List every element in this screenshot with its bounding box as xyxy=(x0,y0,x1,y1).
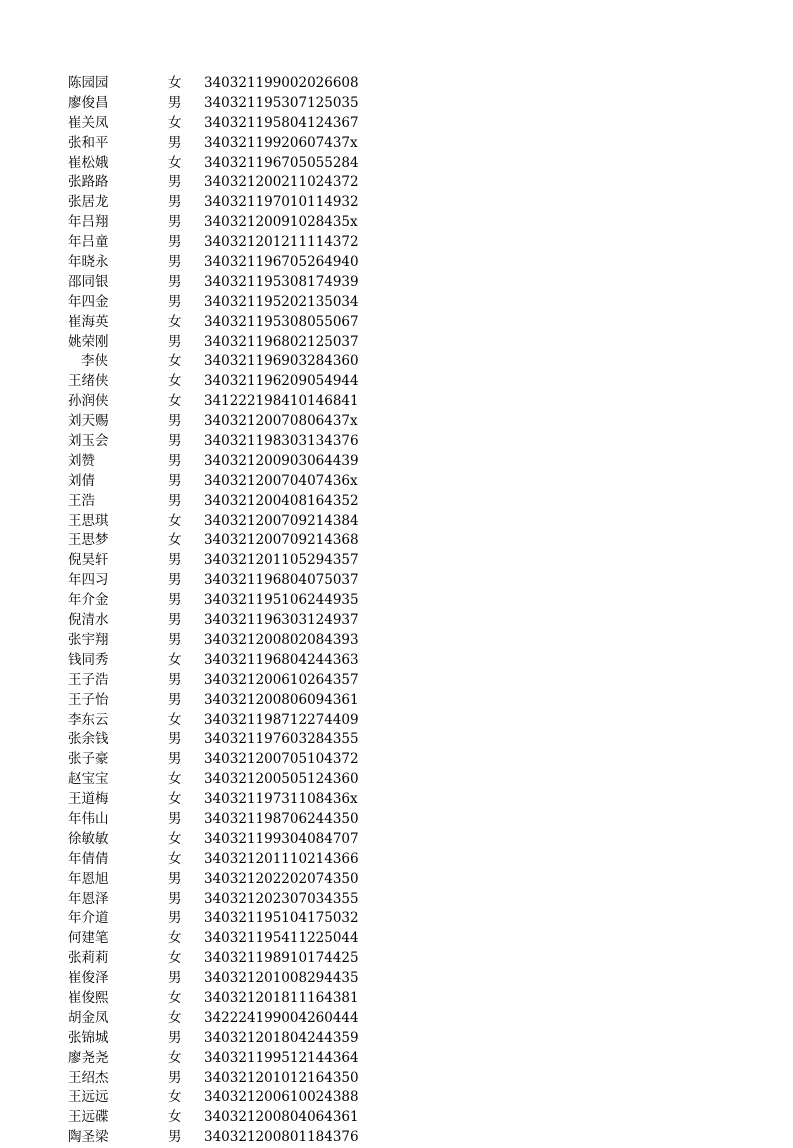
person-gender: 男 xyxy=(168,472,182,489)
person-name: 年恩泽 xyxy=(68,890,109,907)
table-row xyxy=(68,233,368,253)
person-gender: 女 xyxy=(168,313,182,330)
table-row xyxy=(68,154,368,174)
table-row xyxy=(68,472,368,492)
person-id-number: 340321196802125037 xyxy=(204,333,359,350)
table-row xyxy=(68,452,368,472)
person-name: 崔俊熙 xyxy=(68,989,109,1006)
table-row xyxy=(68,372,368,392)
person-id-number: 340321197010114932 xyxy=(204,194,359,211)
table-row xyxy=(68,691,368,711)
person-id-number: 340321196903284360 xyxy=(204,353,359,370)
person-id-number: 340321200705104372 xyxy=(204,751,359,768)
table-row xyxy=(68,1128,368,1148)
person-gender: 男 xyxy=(168,413,182,430)
person-id-number: 340321201110214366 xyxy=(204,850,359,867)
person-name: 年恩旭 xyxy=(68,870,109,887)
person-name: 王绍杰 xyxy=(68,1069,109,1086)
person-id-number: 340321201008294435 xyxy=(204,970,359,987)
person-gender: 男 xyxy=(168,94,182,111)
person-name: 刘倩 xyxy=(68,472,95,489)
person-name: 倪昊轩 xyxy=(68,552,109,569)
person-gender: 男 xyxy=(168,194,182,211)
person-name: 王远远 xyxy=(68,1089,109,1106)
person-gender: 男 xyxy=(168,134,182,151)
person-gender: 男 xyxy=(168,1029,182,1046)
person-gender: 男 xyxy=(168,333,182,350)
table-row xyxy=(68,890,368,910)
person-name: 崔海英 xyxy=(68,313,109,330)
person-name: 张余钱 xyxy=(68,731,109,748)
person-name: 刘赞 xyxy=(68,452,95,469)
person-id-number: 340321199304084707 xyxy=(204,830,359,847)
person-id-number: 340321195202135034 xyxy=(204,293,359,310)
table-row xyxy=(68,870,368,890)
table-row xyxy=(68,770,368,790)
person-id-number: 340321195804124367 xyxy=(204,114,359,131)
person-name: 年伟山 xyxy=(68,810,109,827)
person-name: 王浩 xyxy=(68,492,95,509)
table-row xyxy=(68,273,368,293)
person-gender: 女 xyxy=(168,373,182,390)
table-row xyxy=(68,1069,368,1089)
person-gender: 男 xyxy=(168,174,182,191)
person-name: 孙润侠 xyxy=(68,393,109,410)
person-gender: 男 xyxy=(168,1069,182,1086)
person-gender: 女 xyxy=(168,75,182,91)
table-row xyxy=(68,531,368,551)
person-gender: 男 xyxy=(168,552,182,569)
person-id-number: 340321201804244359 xyxy=(204,1029,359,1046)
table-row xyxy=(68,253,368,273)
person-name: 廖俊昌 xyxy=(68,94,109,111)
table-row xyxy=(68,551,368,571)
person-id-number: 340321200610264357 xyxy=(204,671,359,688)
person-id-number: 340321198712274409 xyxy=(204,711,359,728)
person-id-number: 340321195411225044 xyxy=(204,930,359,947)
person-name: 年介道 xyxy=(68,910,109,927)
person-id-number: 340321199002026608 xyxy=(204,75,359,91)
person-name: 徐敏敏 xyxy=(68,830,109,847)
table-row xyxy=(68,94,368,114)
person-name: 张路路 xyxy=(68,174,109,191)
table-row xyxy=(68,1108,368,1128)
person-name: 陶圣梁 xyxy=(68,1129,109,1146)
person-id-number: 340321200610024388 xyxy=(204,1089,359,1106)
person-name: 年吕童 xyxy=(68,234,109,251)
person-gender: 男 xyxy=(168,731,182,748)
table-row xyxy=(68,352,368,372)
person-name: 王绪侠 xyxy=(68,373,109,390)
person-id-number: 34032120070806437x xyxy=(204,413,358,430)
person-gender: 男 xyxy=(168,273,182,290)
table-row xyxy=(68,492,368,512)
person-gender: 女 xyxy=(168,651,182,668)
person-id-number: 340321200709214384 xyxy=(204,512,359,529)
table-row xyxy=(68,193,368,213)
person-gender: 男 xyxy=(168,452,182,469)
person-id-number: 34032120070407436x xyxy=(204,472,358,489)
person-name: 赵宝宝 xyxy=(68,771,109,788)
person-name: 年四金 xyxy=(68,293,109,310)
person-name: 李侠 xyxy=(81,353,108,370)
table-row xyxy=(68,711,368,731)
person-gender: 男 xyxy=(168,631,182,648)
roster-table xyxy=(68,74,368,1148)
person-id-number: 340321196705264940 xyxy=(204,254,359,271)
person-id-number: 340321198910174425 xyxy=(204,950,359,967)
table-row xyxy=(68,810,368,830)
table-row xyxy=(68,750,368,770)
person-gender: 男 xyxy=(168,234,182,251)
person-name: 王思梦 xyxy=(68,532,109,549)
person-name: 张和平 xyxy=(68,134,109,151)
table-row xyxy=(68,1088,368,1108)
person-gender: 女 xyxy=(168,950,182,967)
table-row xyxy=(68,114,368,134)
person-gender: 男 xyxy=(168,810,182,827)
person-name: 何建笔 xyxy=(68,930,109,947)
table-row xyxy=(68,949,368,969)
person-gender: 男 xyxy=(168,751,182,768)
person-name: 王子怡 xyxy=(68,691,109,708)
person-id-number: 340321201105294357 xyxy=(204,552,359,569)
person-name: 张子豪 xyxy=(68,751,109,768)
person-name: 陈园园 xyxy=(68,75,109,91)
person-name: 崔关凤 xyxy=(68,114,109,131)
person-gender: 男 xyxy=(168,870,182,887)
person-name: 年介金 xyxy=(68,592,109,609)
person-gender: 男 xyxy=(168,612,182,629)
person-id-number: 340321198303134376 xyxy=(204,433,359,450)
person-id-number: 340321199512144364 xyxy=(204,1049,359,1066)
person-gender: 女 xyxy=(168,791,182,808)
table-row xyxy=(68,1049,368,1069)
person-gender: 男 xyxy=(168,293,182,310)
person-gender: 男 xyxy=(168,910,182,927)
table-row xyxy=(68,790,368,810)
person-name: 张莉莉 xyxy=(68,950,109,967)
table-row xyxy=(68,651,368,671)
person-name: 倪清水 xyxy=(68,612,109,629)
person-gender: 女 xyxy=(168,1009,182,1026)
table-row xyxy=(68,611,368,631)
person-gender: 男 xyxy=(168,572,182,589)
table-row xyxy=(68,392,368,412)
person-id-number: 340321198706244350 xyxy=(204,810,359,827)
person-gender: 男 xyxy=(168,433,182,450)
person-name: 邵同银 xyxy=(68,273,109,290)
person-gender: 女 xyxy=(168,1049,182,1066)
person-name: 王子浩 xyxy=(68,671,109,688)
person-id-number: 34032119920607437x xyxy=(204,134,358,151)
person-name: 崔俊泽 xyxy=(68,970,109,987)
table-row xyxy=(68,173,368,193)
person-id-number: 340321200211024372 xyxy=(204,174,359,191)
person-gender: 男 xyxy=(168,691,182,708)
person-name: 廖尧尧 xyxy=(68,1049,109,1066)
person-id-number: 340321200802084393 xyxy=(204,631,359,648)
person-id-number: 340321200801184376 xyxy=(204,1129,359,1146)
person-name: 张居龙 xyxy=(68,194,109,211)
person-id-number: 340321195308055067 xyxy=(204,313,359,330)
person-gender: 男 xyxy=(168,592,182,609)
person-name: 刘玉会 xyxy=(68,433,109,450)
person-gender: 女 xyxy=(168,850,182,867)
person-name: 年晓永 xyxy=(68,254,109,271)
table-row xyxy=(68,671,368,691)
person-id-number: 340321196705055284 xyxy=(204,154,359,171)
person-id-number: 340321202202074350 xyxy=(204,870,359,887)
person-id-number: 34032119731108436x xyxy=(204,791,358,808)
person-id-number: 340321196303124937 xyxy=(204,612,359,629)
table-row xyxy=(68,74,368,94)
table-row xyxy=(68,432,368,452)
person-id-number: 340321197603284355 xyxy=(204,731,359,748)
person-id-number: 340321195308174939 xyxy=(204,273,359,290)
person-gender: 女 xyxy=(168,1089,182,1106)
person-gender: 男 xyxy=(168,1129,182,1146)
table-row xyxy=(68,333,368,353)
person-gender: 男 xyxy=(168,890,182,907)
person-name: 王道梅 xyxy=(68,791,109,808)
person-gender: 女 xyxy=(168,114,182,131)
person-gender: 女 xyxy=(168,154,182,171)
table-row xyxy=(68,213,368,233)
person-id-number: 342224199004260444 xyxy=(204,1009,359,1026)
person-name: 年吕翔 xyxy=(68,214,109,231)
person-name: 王远碟 xyxy=(68,1109,109,1126)
person-id-number: 341222198410146841 xyxy=(204,393,359,410)
person-id-number: 340321201811164381 xyxy=(204,989,359,1006)
person-name: 胡金凤 xyxy=(68,1009,109,1026)
person-gender: 女 xyxy=(168,830,182,847)
table-row xyxy=(68,830,368,850)
table-row xyxy=(68,293,368,313)
person-gender: 男 xyxy=(168,970,182,987)
person-name: 姚荣刚 xyxy=(68,333,109,350)
table-row xyxy=(68,571,368,591)
person-name: 李东云 xyxy=(68,711,109,728)
person-id-number: 340321200709214368 xyxy=(204,532,359,549)
person-gender: 男 xyxy=(168,254,182,271)
person-gender: 女 xyxy=(168,711,182,728)
table-row xyxy=(68,512,368,532)
person-id-number: 340321200505124360 xyxy=(204,771,359,788)
person-name: 年四习 xyxy=(68,572,109,589)
person-id-number: 340321200804064361 xyxy=(204,1109,359,1126)
person-name: 张锦城 xyxy=(68,1029,109,1046)
person-id-number: 340321196804244363 xyxy=(204,651,359,668)
table-row xyxy=(68,412,368,432)
person-id-number: 34032120091028435x xyxy=(204,214,358,231)
person-name: 张宇翔 xyxy=(68,631,109,648)
person-id-number: 340321195106244935 xyxy=(204,592,359,609)
person-gender: 女 xyxy=(168,771,182,788)
person-gender: 女 xyxy=(168,1109,182,1126)
table-row xyxy=(68,929,368,949)
person-id-number: 340321200806094361 xyxy=(204,691,359,708)
person-gender: 男 xyxy=(168,492,182,509)
person-name: 王思琪 xyxy=(68,512,109,529)
table-row xyxy=(68,1009,368,1029)
person-gender: 男 xyxy=(168,214,182,231)
table-row xyxy=(68,631,368,651)
person-id-number: 340321195104175032 xyxy=(204,910,359,927)
person-gender: 女 xyxy=(168,512,182,529)
table-row xyxy=(68,1029,368,1049)
person-gender: 女 xyxy=(168,353,182,370)
person-gender: 男 xyxy=(168,671,182,688)
person-name: 钱同秀 xyxy=(68,651,109,668)
person-id-number: 340321201012164350 xyxy=(204,1069,359,1086)
person-id-number: 340321200903064439 xyxy=(204,452,359,469)
table-row xyxy=(68,850,368,870)
table-row xyxy=(68,909,368,929)
person-id-number: 340321195307125035 xyxy=(204,94,359,111)
person-id-number: 340321196804075037 xyxy=(204,572,359,589)
person-gender: 女 xyxy=(168,930,182,947)
table-row xyxy=(68,969,368,989)
table-row xyxy=(68,989,368,1009)
person-id-number: 340321196209054944 xyxy=(204,373,359,390)
person-name: 刘天赐 xyxy=(68,413,109,430)
table-row xyxy=(68,730,368,750)
person-id-number: 340321201211114372 xyxy=(204,234,359,251)
person-id-number: 340321200408164352 xyxy=(204,492,359,509)
person-gender: 女 xyxy=(168,989,182,1006)
person-gender: 女 xyxy=(168,393,182,410)
person-name: 崔松娥 xyxy=(68,154,109,171)
person-gender: 女 xyxy=(168,532,182,549)
table-row xyxy=(68,313,368,333)
person-id-number: 340321202307034355 xyxy=(204,890,359,907)
person-name: 年倩倩 xyxy=(68,850,109,867)
table-row xyxy=(68,134,368,154)
table-row xyxy=(68,591,368,611)
